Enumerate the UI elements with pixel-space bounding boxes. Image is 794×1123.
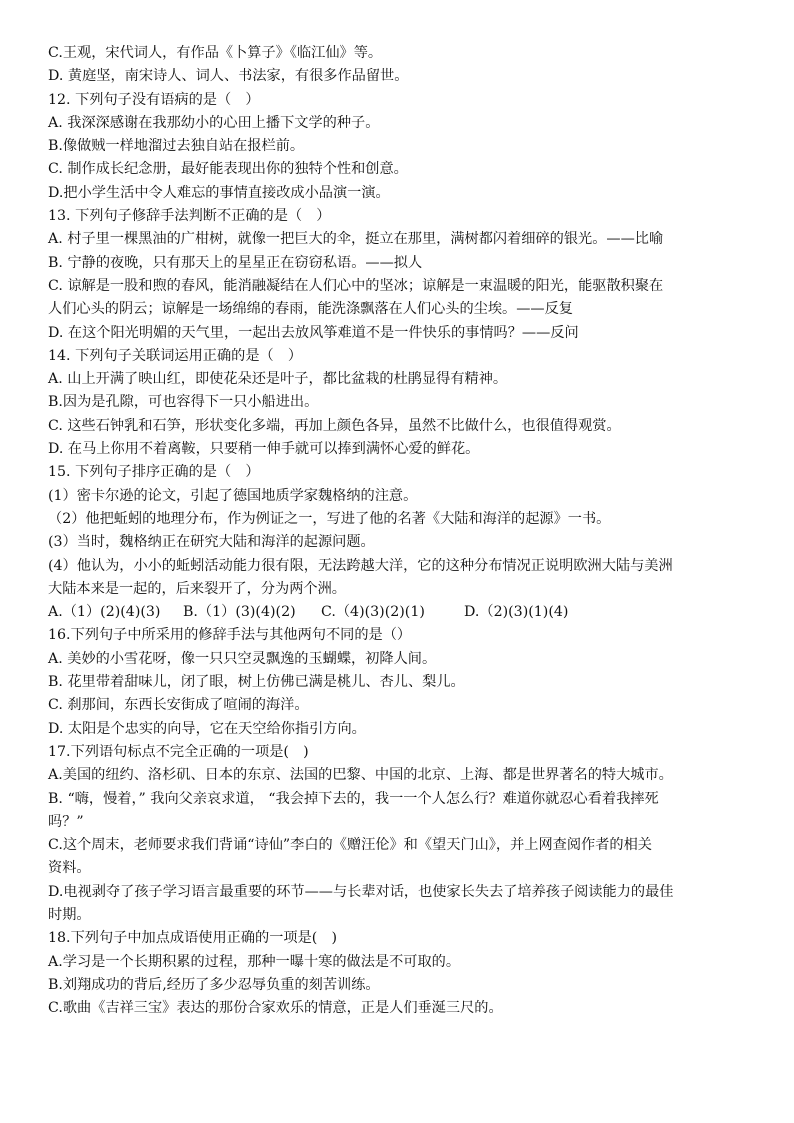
question-17-option-a: A.美国的纽约、洛杉矶、日本的东京、法国的巴黎、中国的北京、上海、都是世界著名的特大城市。 bbox=[48, 767, 673, 784]
question-17-option-c-line2: 资料。 bbox=[48, 860, 91, 877]
question-16-option-a: A. 美妙的小雪花呀，像一只只空灵飘逸的玉蝴蝶，初降人间。 bbox=[48, 650, 437, 667]
question-12-option-b: B.像做贼一样地溜过去独自站在报栏前。 bbox=[48, 138, 305, 155]
question-14-stem: 14. 下列句子关联词运用正确的是（ ） bbox=[48, 347, 303, 364]
question-18-option-b: B.刘翔成功的背后,经历了多少忍辱负重的刻苦训练。 bbox=[48, 976, 380, 993]
question-18-option-a: A.学习是一个长期积累的过程，那种一曝十寒的做法是不可取的。 bbox=[48, 953, 461, 970]
question-12-option-c: C. 制作成长纪念册，最好能表现出你的独特个性和创意。 bbox=[48, 161, 408, 178]
question-17-option-d-line1: D.电视剥夺了孩子学习语言最重要的环节——与长辈对话，也使家长失去了培养孩子阅读能力的最佳 bbox=[48, 883, 674, 900]
question-13-option-c-line2: 人们心头的阴云；谅解是一场绵绵的春雨，能洗涤飘落在人们心头的尘埃。——反复 bbox=[48, 301, 573, 318]
question-15-option-c: C.（4)(3)(2)(1) bbox=[321, 604, 425, 621]
question-14-option-a: A. 山上开满了映山红，即使花朵还是叶子，都比盆栽的杜鹃显得有精神。 bbox=[48, 371, 508, 388]
question-17-option-b-line2: 吗？” bbox=[48, 813, 84, 830]
exam-page bbox=[48, 42, 758, 1020]
question-13-option-a: A. 村子里一棵黑油的广柑树，就像一把巨大的伞，挺立在那里，满树都闪着细碎的银光。——比喻 bbox=[48, 231, 664, 248]
question-15-sentence-2: （2）他把蚯蚓的地理分布，作为例证之一，写进了他的名著《大陆和海洋的起源》一书。 bbox=[48, 510, 611, 527]
question-16-option-d: D. 太阳是个忠实的向导，它在天空给你指引方向。 bbox=[48, 720, 366, 737]
option-c-prev: C.王观，宋代词人，有作品《卜算子》《临江仙》等。 bbox=[48, 45, 383, 61]
question-15-stem: 15. 下列句子排序正确的是（ ） bbox=[48, 464, 260, 481]
question-13-stem: 13. 下列句子修辞手法判断不正确的是（ ） bbox=[48, 208, 331, 225]
question-15-option-d: D.（2)(3)(1)(4) bbox=[464, 604, 569, 621]
question-16-stem: 16.下列句子中所采用的修辞手法与其他两句不同的是（） bbox=[48, 627, 412, 644]
question-12-option-d: D.把小学生活中令人难忘的事情直接改成小品演一演。 bbox=[48, 184, 390, 201]
question-15-sentence-3: (3）当时，魏格纳正在研究大陆和海洋的起源问题。 bbox=[48, 534, 375, 551]
question-17-option-d-line2: 时期。 bbox=[48, 906, 91, 923]
question-15-option-a: A.（1）(2)(4)(3) bbox=[48, 604, 161, 621]
question-16-option-b: B. 花里带着甜味儿，闭了眼，树上仿佛已满是桃儿、杏儿、梨儿。 bbox=[48, 674, 465, 691]
question-13-option-d: D. 在这个阳光明媚的天气里，一起出去放风筝难道不是一件快乐的事情吗？——反问 bbox=[48, 324, 579, 341]
question-17-option-c-line1: C.这个周末，老师要求我们背诵“诗仙”李白的《赠汪伦》和《望天门山》，并上网查阅作者的相关 bbox=[48, 837, 652, 854]
question-15-options bbox=[48, 601, 758, 624]
question-17-option-b-line1: B. “嗨，慢着，” 我向父亲哀求道， “我会掉下去的，我一一个人怎么行？难道你就忍心看着我摔死 bbox=[48, 790, 659, 807]
question-18-option-c: C.歌曲《吉祥三宝》表达的那份合家欢乐的情意，正是人们垂涎三尺的。 bbox=[48, 1000, 503, 1017]
option-d-prev: D. 黄庭坚，南宋诗人、词人、书法家，有很多作品留世。 bbox=[48, 68, 409, 85]
question-18-stem: 18.下列句子中加点成语使用正确的一项是( ) bbox=[48, 930, 338, 947]
question-14-option-b: B.因为是孔隙，可也容得下一只小船进出。 bbox=[48, 394, 319, 411]
question-12-option-a: A. 我深深感谢在我那幼小的心田上播下文学的种子。 bbox=[48, 114, 380, 131]
question-12-stem: 12. 下列句子没有语病的是（ ） bbox=[48, 91, 260, 108]
question-16-option-c: C. 刹那间，东西长安街成了喧闹的海洋。 bbox=[48, 697, 309, 714]
question-15-option-b: B.（1）(3)(4)(2) bbox=[183, 604, 296, 621]
question-17-stem: 17.下列语句标点不完全正确的一项是( ) bbox=[48, 743, 309, 760]
question-13-option-b: B. 宁静的夜晚，只有那天上的星星正在窃窃私语。——拟人 bbox=[48, 254, 423, 271]
question-14-option-d: D. 在马上你用不着离鞍，只要稍一伸手就可以捧到满怀心爱的鲜花。 bbox=[48, 441, 480, 458]
question-13-option-c-line1: C. 谅解是一股和煦的春风，能消融凝结在人们心中的坚冰；谅解是一束温暖的阳光，能驱散积聚在 bbox=[48, 277, 664, 294]
question-15-sentence-4-line2: 大陆本来是一起的，后来裂开了，分为两个洲。 bbox=[48, 580, 346, 597]
question-15-sentence-4-line1: (4）他认为，小小的蚯蚓活动能力很有限，无法跨越大洋，它的这种分布情况正说明欧洲大陆与美洲 bbox=[48, 557, 673, 574]
question-14-option-c: C. 这些石钟乳和石笋，形状变化多端，再加上颜色各异，虽然不比做什么，也很值得观赏。 bbox=[48, 417, 621, 434]
question-15-sentence-1: (1）密卡尔逊的论文，引起了德国地质学家魏格纳的注意。 bbox=[48, 487, 418, 504]
